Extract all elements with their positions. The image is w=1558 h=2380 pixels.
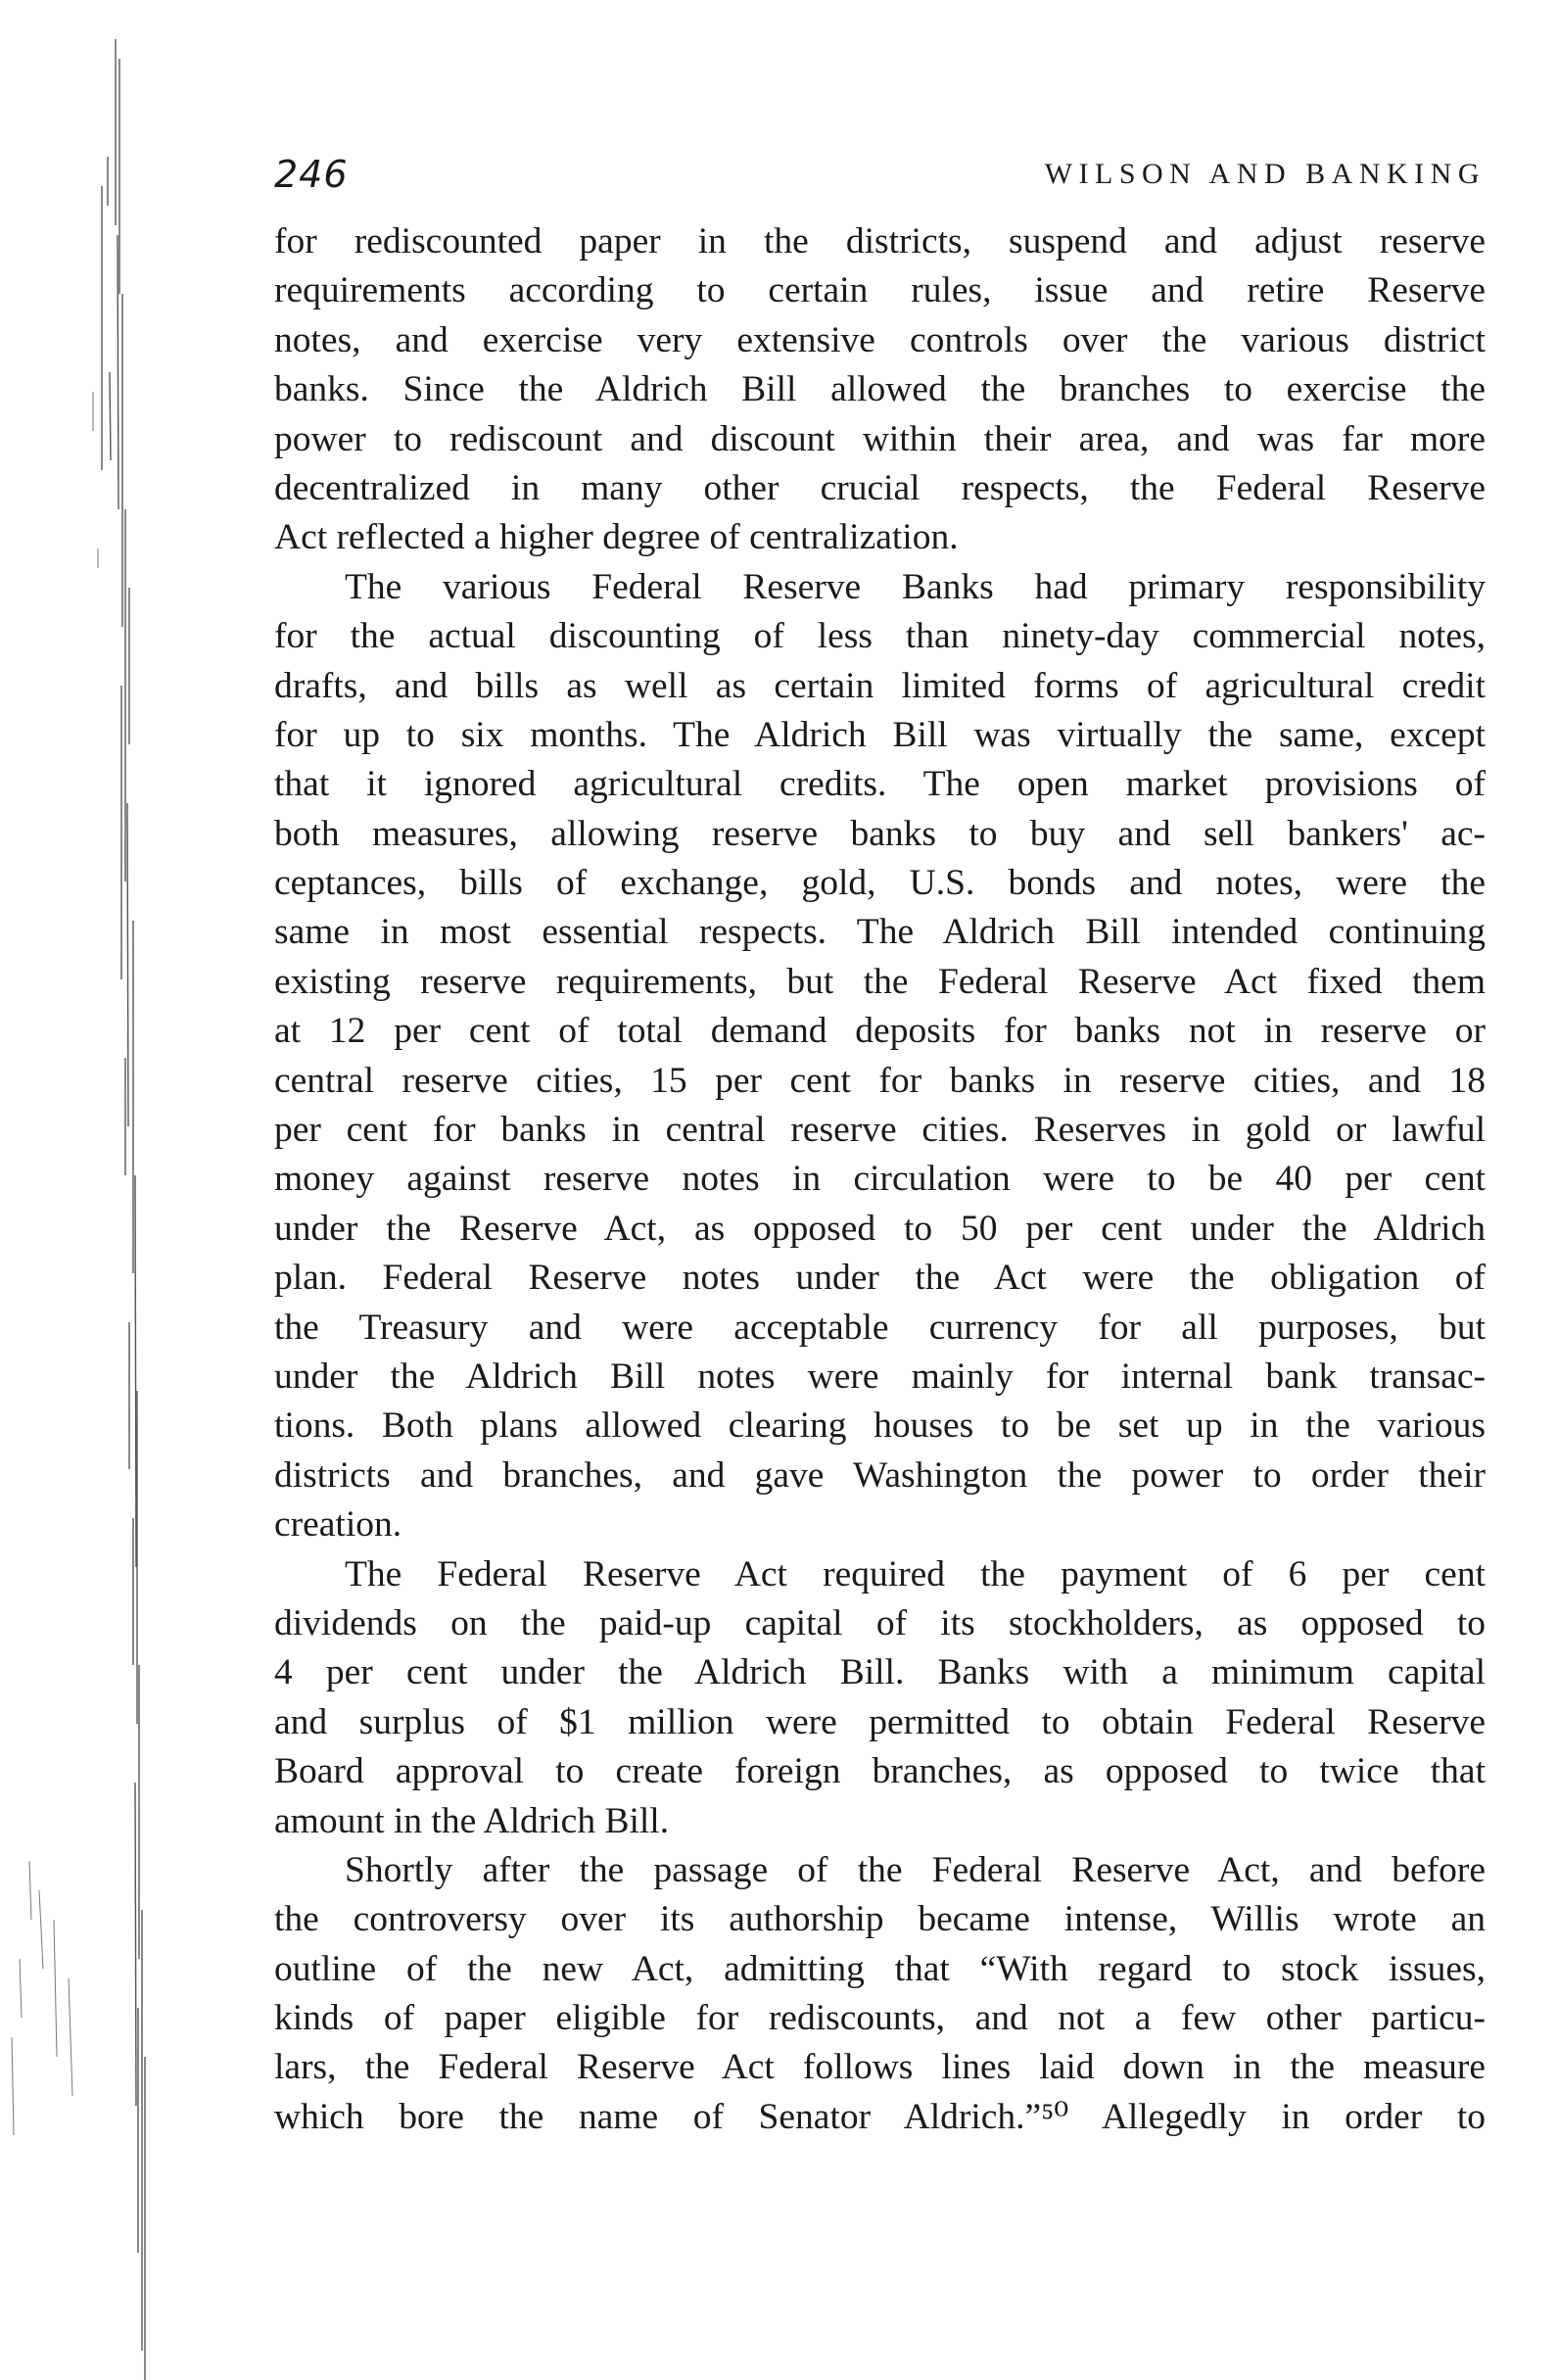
text-line: per cent for banks in central reserve cities. Reserves in gold or lawful (274, 1110, 1486, 1151)
text-line: same in most essential respects. The Aldrich Bill intended continuing (274, 912, 1486, 953)
text-line: 4 per cent under the Aldrich Bill. Banks with a minimum capital (274, 1652, 1486, 1693)
text-line: outline of the new Act, admitting that “With regard to stock issues, (274, 1948, 1486, 1989)
text-line: Act reflected a higher degree of centralization. (274, 517, 959, 558)
scan-gutter-artifacts (0, 0, 176, 2380)
text-line: decentralized in many other crucial respects, the Federal Reserve (274, 467, 1486, 508)
text-line: dividends on the paid-up capital of its stockholders, as opposed to (274, 1602, 1486, 1643)
text-line: kinds of paper eligible for rediscounts, and not a few other particu- (274, 1998, 1486, 2039)
text-line: Board approval to create foreign branches, as opposed to twice that (274, 1751, 1486, 1792)
text-line: which bore the name of Senator Aldrich.”⁵⁰ Allegedly in order to (274, 2096, 1486, 2137)
text-line: that it ignored agricultural credits. The open market provisions of (274, 764, 1486, 805)
text-line: The various Federal Reserve Banks had primary responsibility (345, 566, 1486, 607)
text-line: power to rediscount and discount within their area, and was far more (274, 418, 1486, 459)
page-number: 246 (274, 153, 349, 196)
text-line: money against reserve notes in circulation were to be 40 per cent (274, 1159, 1486, 1200)
page-header (274, 145, 1486, 204)
text-line: under the Reserve Act, as opposed to 50 per cent under the Aldrich (274, 1208, 1486, 1249)
text-line: ceptances, bills of exchange, gold, U.S. bonds and notes, were the (274, 863, 1486, 904)
text-line: requirements according to certain rules, issue and retire Reserve (274, 270, 1486, 311)
paragraph (274, 1550, 1486, 1846)
text-line: Shortly after the passage of the Federal Reserve Act, and before (345, 1849, 1486, 1890)
text-line: for up to six months. The Aldrich Bill was virtually the same, except (274, 714, 1486, 755)
text-line: the Treasury and were acceptable currency for all purposes, but (274, 1307, 1486, 1348)
text-line: under the Aldrich Bill notes were mainly for internal bank transac- (274, 1356, 1486, 1397)
text-line: existing reserve requirements, but the Federal Reserve Act fixed them (274, 961, 1486, 1002)
text-line: districts and branches, and gave Washington the power to order their (274, 1454, 1486, 1496)
text-line: tions. Both plans allowed clearing houses to be set up in the various (274, 1405, 1486, 1447)
text-line: lars, the Federal Reserve Act follows lines laid down in the measure (274, 2047, 1486, 2088)
text-line: notes, and exercise very extensive controls over the various district (274, 319, 1486, 360)
text-line: amount in the Aldrich Bill. (274, 1800, 670, 1841)
text-line: the controversy over its authorship became intense, Willis wrote an (274, 1899, 1486, 1940)
body-text (274, 217, 1486, 2142)
text-line: for the actual discounting of less than ninety-day commercial notes, (274, 616, 1486, 657)
paragraph (274, 563, 1486, 1550)
paragraph (274, 1846, 1486, 2142)
text-line: both measures, allowing reserve banks to buy and sell bankers' ac- (274, 813, 1486, 854)
running-head: WILSON AND BANKING (1044, 158, 1486, 190)
text-line: banks. Since the Aldrich Bill allowed the branches to exercise the (274, 369, 1486, 410)
text-line: plan. Federal Reserve notes under the Act were the obligation of (274, 1258, 1486, 1299)
text-line: and surplus of $1 million were permitted to obtain Federal Reserve (274, 1701, 1486, 1742)
text-line: The Federal Reserve Act required the payment of 6 per cent (345, 1553, 1486, 1595)
text-line: central reserve cities, 15 per cent for banks in reserve cities, and 18 (274, 1060, 1486, 1101)
text-line: at 12 per cent of total demand deposits for banks not in reserve or (274, 1011, 1486, 1052)
paragraph (274, 217, 1486, 563)
text-line: creation. (274, 1504, 402, 1546)
text-line: for rediscounted paper in the districts, suspend and adjust reserve (274, 221, 1486, 262)
text-line: drafts, and bills as well as certain limited forms of agricultural credit (274, 665, 1486, 706)
